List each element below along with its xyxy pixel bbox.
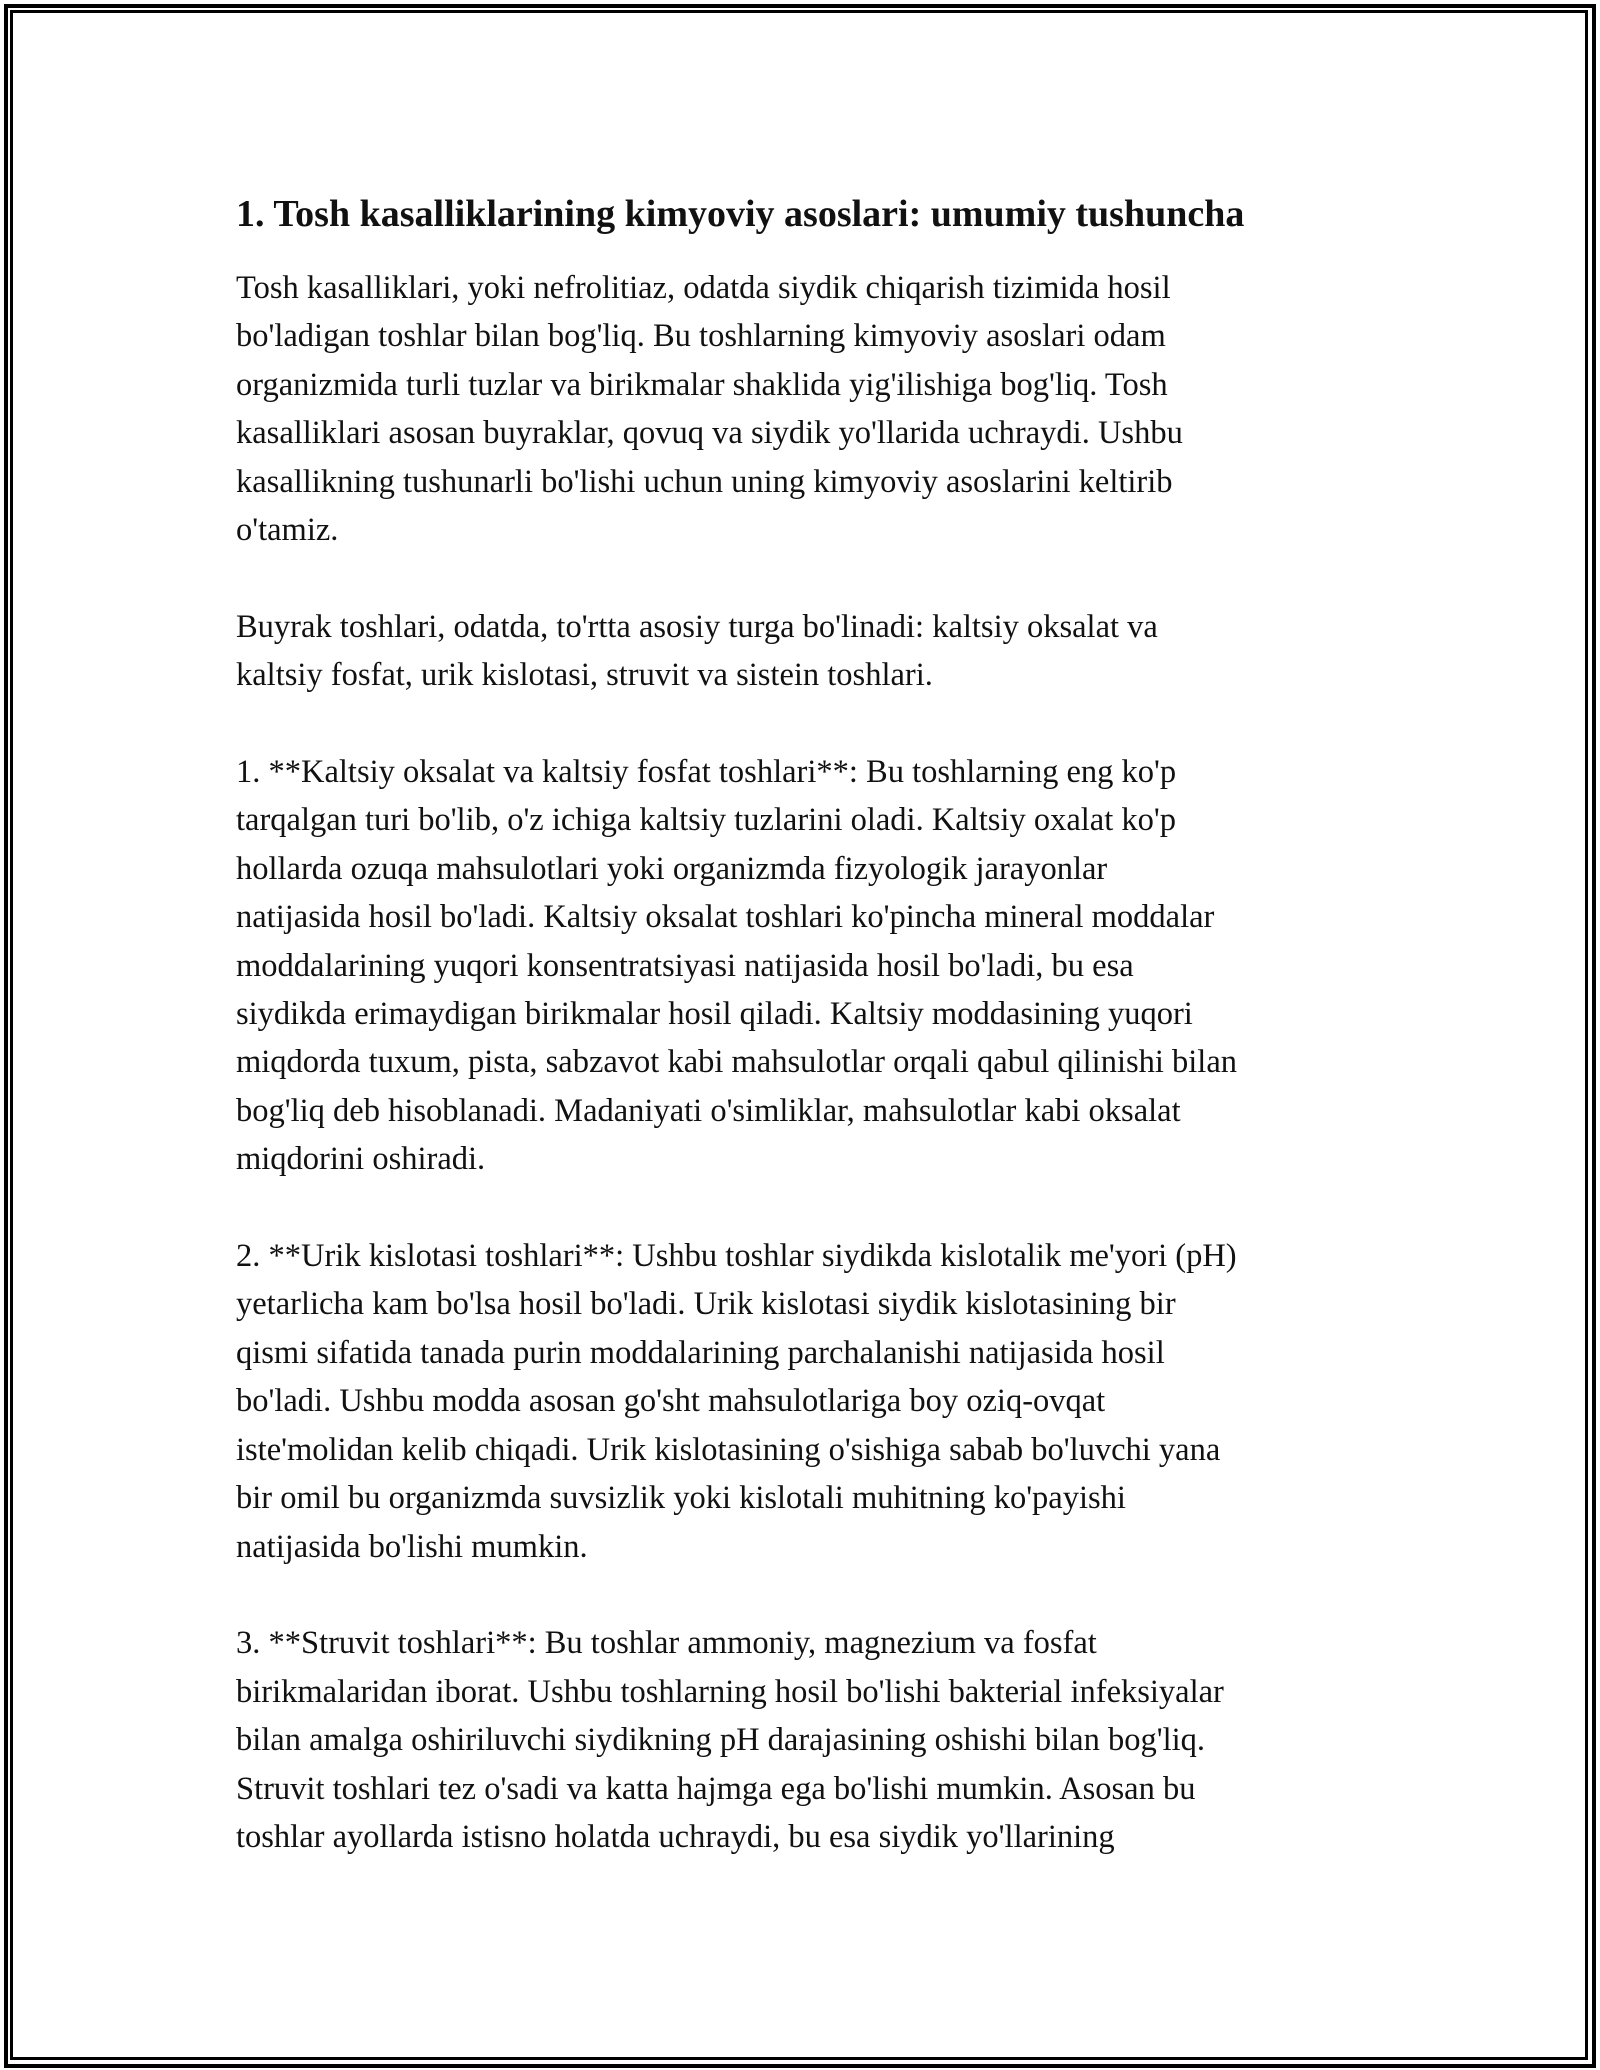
- paragraph-spacer: [236, 1571, 1376, 1619]
- paragraph-calcium-stones: 1. **Kaltsiy oksalat va kaltsiy fosfat toshlari**: Bu toshlarning eng ko'p tarqalgan turi bo'lib, o'z ichiga kaltsiy tuzlarini oladi. Kaltsiy oxalat ko'p hollarda ozuqa mahsulotlari yoki organizmda fizyologik jarayonlar natijasida hosil bo'ladi. Kaltsiy oksalat toshlari ko'pincha mineral moddalar moddalarining yuqori konsentratsiyasi natijasida hosil bo'ladi, bu esa siydikda erimaydigan birikmalar hosil qiladi. Kaltsiy moddasining yuqori miqdorda tuxum, pista, sabzavot kabi mahsulotlar orqali qabul qilinishi bilan bog'liq deb hisoblanadi. Madaniyati o'simliklar, mahsulotlar kabi oksalat miqdorini oshiradi.: [236, 754, 1238, 1178]
- paragraph-spacer: [236, 1184, 1376, 1232]
- paragraph-struvite-stones: 3. **Struvit toshlari**: Bu toshlar ammoniy, magnezium va fosfat birikmalaridan iborat. Ushbu toshlarning hosil bo'lishi bakterial infeksiyalar bilan amalga oshiriluvchi siydikning pH darajasining oshishi bilan bog'liq. Struvit toshlari tez o'sadi va katta hajmga ega bo'lishi mumkin. Asosan bu toshlar ayollarda istisno holatda uchraydi, bu esa siydik yo'llarining: [236, 1625, 1224, 1855]
- paragraph-spacer: [236, 700, 1376, 748]
- paragraph-intro: Tosh kasalliklari, yoki nefrolitiaz, odatda siydik chiqarish tizimida hosil bo'ladigan toshlar bilan bog'liq. Bu toshlarning kimyoviy asoslari odam organizmida turli tuzlar va birikmalar shaklida yig'ilishiga bog'liq. Tosh kasalliklari asosan buyraklar, qovuq va siydik yo'llarida uchraydi. Ushbu kasallikning tushunarli bo'lishi uchun uning kimyoviy asoslarini keltirib o'tamiz.: [236, 270, 1183, 549]
- document-body: [236, 186, 1376, 1861]
- paragraph-spacer: [236, 554, 1376, 602]
- section-heading: 1. Tosh kasalliklarining kimyoviy asoslari: umumiy tushuncha: [236, 193, 1245, 235]
- paragraph-uric-acid-stones: 2. **Urik kislotasi toshlari**: Ushbu toshlar siydikda kislotalik me'yori (pH) yetarlicha kam bo'lsa hosil bo'ladi. Urik kislotasi siydik kislotasining bir qismi sifatida tanada purin moddalarining parchalanishi natijasida hosil bo'ladi. Ushbu modda asosan go'sht mahsulotlariga boy oziq-ovqat iste'molidan kelib chiqadi. Urik kislotasining o'sishiga sabab bo'luvchi yana bir omil bu organizmda suvsizlik yoki kislotali muhitning ko'payishi natijasida bo'lishi mumkin.: [236, 1238, 1237, 1565]
- paragraph-stone-types: Buyrak toshlari, odatda, to'rtta asosiy turga bo'linadi: kaltsiy oksalat va kaltsiy fosfat, urik kislotasi, struvit va sistein toshlari.: [236, 608, 1158, 694]
